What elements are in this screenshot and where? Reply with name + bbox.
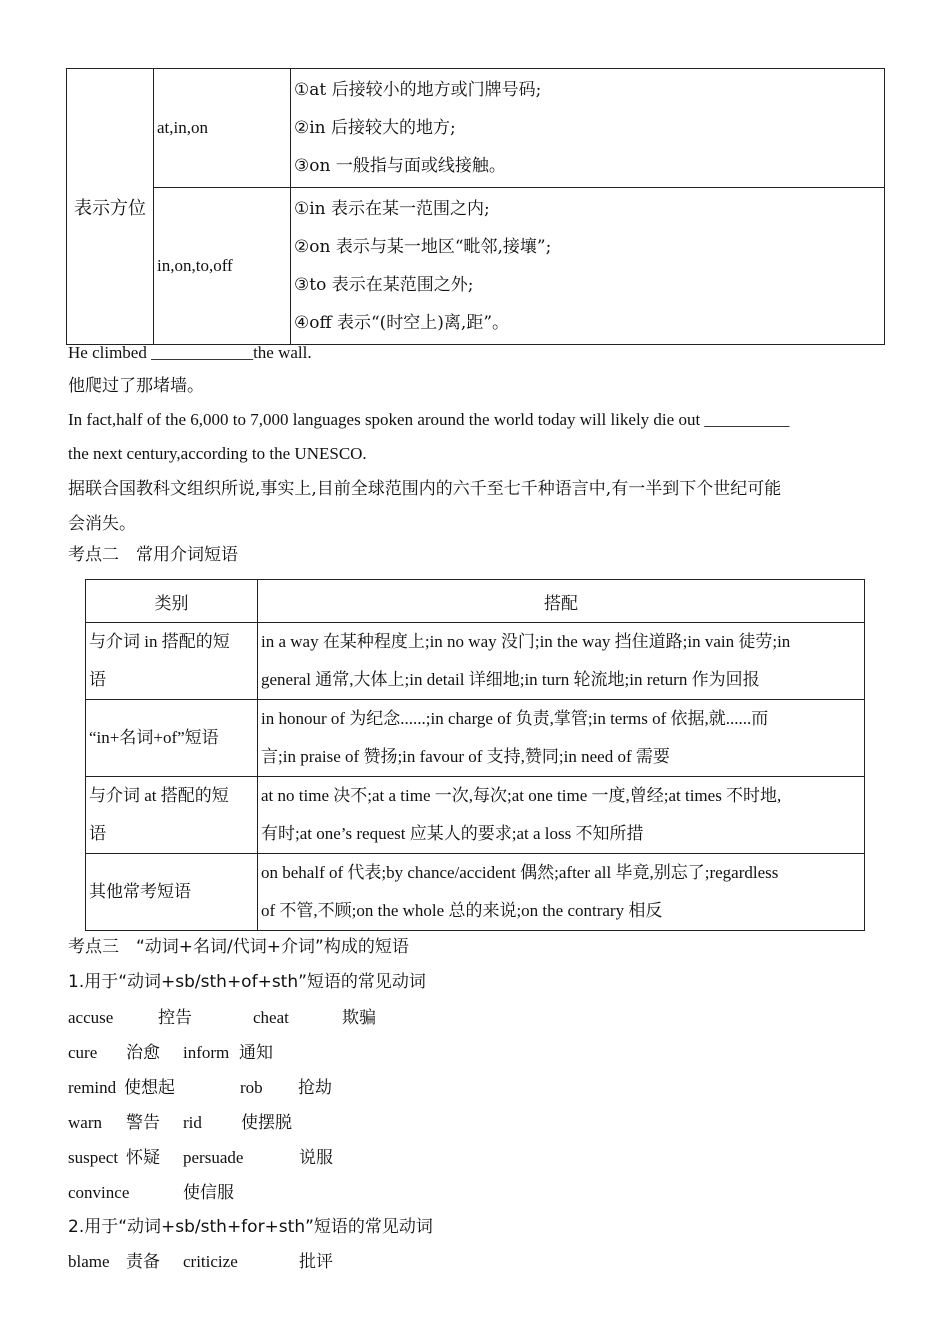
example2-zh-line2: 会消失。 <box>68 514 136 534</box>
vocab-word: criticize <box>183 1252 238 1271</box>
vocab-word: rid <box>183 1113 202 1132</box>
vocab-word: cure <box>68 1043 98 1062</box>
collocation-line: 有时;at one’s request 应某人的要求;at a loss 不知所措 <box>261 824 644 843</box>
desc-line: ②on 表示与某一地区“毗邻,接壤”; <box>294 237 552 257</box>
vocab-word: cheat <box>253 1008 289 1027</box>
vocab-word: persuade <box>183 1148 244 1167</box>
table-row <box>86 623 865 700</box>
collocation-cell <box>258 623 865 700</box>
desc-line: ①at 后接较小的地方或门牌号码; <box>294 80 542 100</box>
collocation-line: 言;in praise of 赞扬;in favour of 支持,赞同;in need of 需要 <box>261 747 670 766</box>
header-collocation: 搭配 <box>258 580 865 623</box>
example1-en: He climbed ____________the wall. <box>68 343 312 362</box>
vocab-word: inform <box>183 1043 230 1062</box>
collocation-cell <box>258 854 865 931</box>
vocab-word: rob <box>240 1078 263 1097</box>
cat-line: 语 <box>89 824 106 843</box>
vocab-word: warn <box>68 1113 102 1132</box>
vocab-row <box>68 1181 234 1205</box>
vocab-meaning: 治愈 <box>126 1043 160 1063</box>
section3-sub1: 1.用于“动词+sb/sth+of+sth”短语的常见动词 <box>68 972 426 992</box>
vocab-meaning: 使想起 <box>124 1078 175 1098</box>
vocab-meaning: 控告 <box>158 1008 192 1028</box>
table-row <box>67 188 885 345</box>
vocab-meaning: 欺骗 <box>342 1008 376 1028</box>
category-cell <box>86 700 258 777</box>
section3-sub2: 2.用于“动词+sb/sth+for+sth”短语的常见动词 <box>68 1217 433 1237</box>
vocab-word: convince <box>68 1183 130 1202</box>
vocab-meaning: 通知 <box>239 1043 273 1063</box>
prep-cell: at,in,on <box>154 69 291 188</box>
example2-en-line2: the next century,according to the UNESCO. <box>68 444 367 463</box>
cat-line: 语 <box>89 670 106 689</box>
desc-line: ③to 表示在某范围之外; <box>294 275 474 295</box>
vocab-row <box>68 1076 332 1100</box>
table-row <box>86 700 865 777</box>
section2-title: 考点二 常用介词短语 <box>68 545 238 565</box>
category-cell: 表示方位 <box>67 69 154 345</box>
cat-line: 与介词 in 搭配的短 <box>89 632 230 651</box>
vocab-meaning: 使信服 <box>183 1183 234 1203</box>
desc-line: ①in 表示在某一范围之内; <box>294 199 490 219</box>
vocab-word: blame <box>68 1252 110 1271</box>
cat-line: 与介词 at 搭配的短 <box>89 786 229 805</box>
desc-cell <box>291 69 885 188</box>
desc-line: ④off 表示“(时空上)离,距”。 <box>294 313 510 333</box>
vocab-meaning: 抢劫 <box>298 1078 332 1098</box>
collocation-cell <box>258 777 865 854</box>
vocab-word: remind <box>68 1078 117 1097</box>
vocab-word: accuse <box>68 1008 114 1027</box>
vocab-row <box>68 1146 333 1170</box>
vocab-meaning: 说服 <box>299 1148 333 1168</box>
table-row <box>86 777 865 854</box>
example2-zh-line1: 据联合国教科文组织所说,事实上,目前全球范围内的六千至七千种语言中,有一半到下个世纪可能 <box>68 479 782 499</box>
example2-en-line1: In fact,half of the 6,000 to 7,000 languages spoken around the world today will likely die out __________ <box>68 410 790 429</box>
vocab-meaning: 怀疑 <box>126 1148 160 1168</box>
collocation-line: at no time 决不;at a time 一次,每次;at one time 一度,曾经;at times 不时地, <box>261 786 782 805</box>
vocab-meaning: 警告 <box>126 1113 160 1133</box>
desc-line: ③on 一般指与面或线接触。 <box>294 156 506 176</box>
collocation-line: general 通常,大体上;in detail 详细地;in turn 轮流地;in return 作为回报 <box>261 670 760 689</box>
table-row <box>86 854 865 931</box>
table-header-row <box>86 580 865 623</box>
location-prepositions-table <box>66 68 885 345</box>
desc-line: ②in 后接较大的地方; <box>294 118 456 138</box>
vocab-meaning: 使摆脱 <box>241 1113 292 1133</box>
collocation-cell <box>258 700 865 777</box>
collocation-line: in honour of 为纪念......;in charge of 负责,掌管;in terms of 依据,就......而 <box>261 709 769 728</box>
vocab-row <box>68 1111 292 1135</box>
category-cell <box>86 623 258 700</box>
desc-cell <box>291 188 885 345</box>
vocab-meaning: 责备 <box>126 1252 160 1272</box>
vocab-meaning: 批评 <box>299 1252 333 1272</box>
collocation-line: on behalf of 代表;by chance/accident 偶然;after all 毕竟,别忘了;regardless <box>261 863 779 882</box>
category-cell <box>86 777 258 854</box>
prep-cell: in,on,to,off <box>154 188 291 345</box>
category-cell <box>86 854 258 931</box>
collocation-line: in a way 在某种程度上;in no way 没门;in the way 挡住道路;in vain 徒劳;in <box>261 632 791 651</box>
prep-phrases-table <box>85 579 865 931</box>
vocab-word: suspect <box>68 1148 119 1167</box>
vocab-row <box>68 1006 376 1030</box>
section3-title: 考点三 “动词+名词/代词+介词”构成的短语 <box>68 937 409 957</box>
header-category: 类别 <box>86 580 258 623</box>
vocab-row <box>68 1041 273 1065</box>
cat-line: 其他常考短语 <box>89 882 191 901</box>
vocab-row <box>68 1250 333 1274</box>
table-row <box>67 69 885 188</box>
collocation-line: of 不管,不顾;on the whole 总的来说;on the contrary 相反 <box>261 901 663 920</box>
cat-line: “in+名词+of”短语 <box>89 728 219 747</box>
example1-zh: 他爬过了那堵墙。 <box>68 376 204 396</box>
